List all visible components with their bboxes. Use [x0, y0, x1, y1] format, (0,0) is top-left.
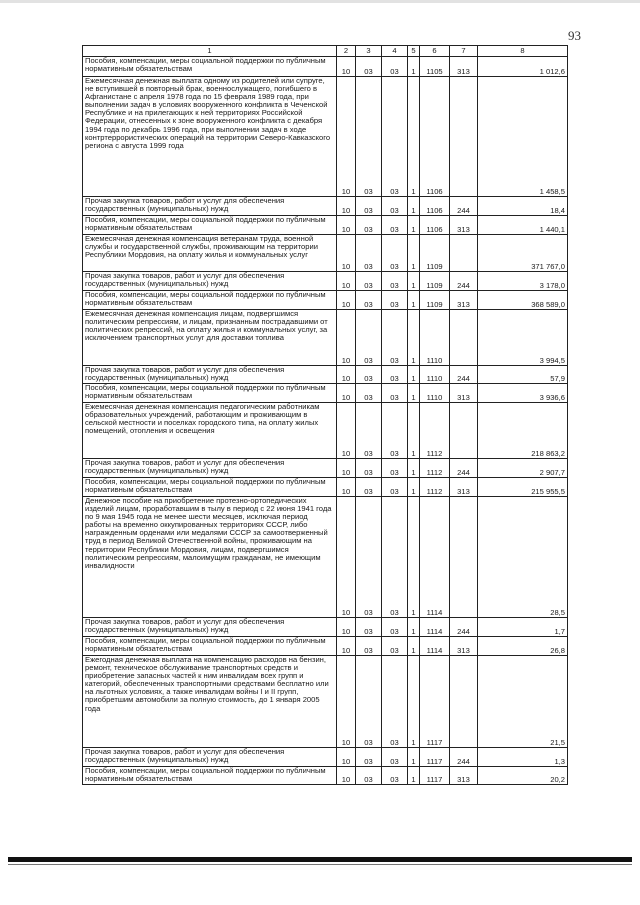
code-program: 03	[382, 497, 408, 618]
code-section: 10	[337, 403, 356, 459]
code-section: 10	[337, 197, 356, 216]
code-program: 03	[382, 57, 408, 77]
code-expense-type	[450, 403, 478, 459]
row-name: Денежное пособие на приобретение протезно-ортопедических изделий лицам, проработавшим в тылу в период с 22 июня 1941 года по 9 мая 1945 года не менее шести месяцев, исключая период работы на временно оккупированных территориях СССР, либо награжденным орденами или медалями СССР за самоотверженный труд в период Великой Отечественной войны, проживающим на территории Республики Мордовия, лицам, подвергшимся политическим репрессиям, малоимущим гражданам, не имеющим инвалидности	[83, 497, 337, 618]
code-program: 03	[382, 216, 408, 235]
row-name: Прочая закупка товаров, работ и услуг для обеспечения государственных (муниципальных) нужд	[83, 197, 337, 216]
code-section: 10	[337, 656, 356, 748]
table-header-row	[83, 46, 568, 57]
code-subsection: 03	[356, 656, 382, 748]
row-name: Прочая закупка товаров, работ и услуг для обеспечения государственных (муниципальных) нужд	[83, 618, 337, 637]
row-name: Ежемесячная денежная выплата одному из родителей или супруге, не вступившей в повторный брак, военнослужащего, погибшего в Афганистане с апреля 1978 года по 15 февраля 1989 года, при выполнении задач в условиях вооруженного конфликта в Чеченской Республике и на прилегающих к ней территориях Российской Федерации, отнесенных к зоне вооруженного конфликта с декабря 1994 года по декабрь 1996 года, при выполнении задач в ходе контртеррористических операций на территории Северо-Кавказского региона с августа 1999 года	[83, 77, 337, 197]
code-subsection: 03	[356, 310, 382, 366]
row-name: Прочая закупка товаров, работ и услуг для обеспечения государственных (муниципальных) нужд	[83, 272, 337, 291]
code-expense-type: 313	[450, 57, 478, 77]
code-subprogram: 1	[408, 459, 420, 478]
code-expense-type: 313	[450, 216, 478, 235]
code-item: 1114	[420, 637, 450, 656]
table-row	[83, 459, 568, 478]
code-program: 03	[382, 618, 408, 637]
code-program: 03	[382, 767, 408, 785]
code-expense-type: 313	[450, 767, 478, 785]
scan-bottom-edge-line	[8, 864, 632, 865]
header-cell: 3	[356, 46, 382, 57]
code-program: 03	[382, 272, 408, 291]
code-section: 10	[337, 748, 356, 767]
code-section: 10	[337, 459, 356, 478]
code-program: 03	[382, 748, 408, 767]
amount: 1 458,5	[478, 77, 568, 197]
amount: 371 767,0	[478, 235, 568, 272]
code-subprogram: 1	[408, 77, 420, 197]
header-cell: 8	[478, 46, 568, 57]
code-subprogram: 1	[408, 235, 420, 272]
code-subprogram: 1	[408, 478, 420, 497]
code-subprogram: 1	[408, 366, 420, 384]
table-row	[83, 478, 568, 497]
code-program: 03	[382, 291, 408, 310]
code-expense-type: 244	[450, 366, 478, 384]
page-number: 93	[568, 28, 581, 43]
amount: 215 955,5	[478, 478, 568, 497]
code-program: 03	[382, 197, 408, 216]
amount: 1 012,6	[478, 57, 568, 77]
code-section: 10	[337, 235, 356, 272]
code-program: 03	[382, 77, 408, 197]
amount: 218 863,2	[478, 403, 568, 459]
code-section: 10	[337, 618, 356, 637]
code-item: 1106	[420, 77, 450, 197]
code-expense-type: 313	[450, 384, 478, 403]
code-item: 1112	[420, 459, 450, 478]
code-expense-type	[450, 497, 478, 618]
code-subsection: 03	[356, 57, 382, 77]
code-subprogram: 1	[408, 310, 420, 366]
amount: 368 589,0	[478, 291, 568, 310]
row-name: Пособия, компенсации, меры социальной поддержки по публичным нормативным обязательствам	[83, 216, 337, 235]
code-subprogram: 1	[408, 216, 420, 235]
code-section: 10	[337, 272, 356, 291]
code-subprogram: 1	[408, 497, 420, 618]
code-expense-type	[450, 656, 478, 748]
table-row	[83, 618, 568, 637]
code-subprogram: 1	[408, 57, 420, 77]
code-expense-type: 313	[450, 637, 478, 656]
scan-top-edge	[0, 0, 640, 3]
table-row	[83, 77, 568, 197]
table-row	[83, 748, 568, 767]
code-subsection: 03	[356, 748, 382, 767]
code-section: 10	[337, 291, 356, 310]
code-subsection: 03	[356, 637, 382, 656]
row-name: Ежемесячная денежная компенсация педагогическим работникам образовательных учреждений, работающим и проживающим в сельской местности и поселках городского типа, на оплату жилых помещений, отопления и освещения	[83, 403, 337, 459]
table-row	[83, 272, 568, 291]
code-subprogram: 1	[408, 197, 420, 216]
code-program: 03	[382, 384, 408, 403]
code-subsection: 03	[356, 77, 382, 197]
code-subsection: 03	[356, 235, 382, 272]
code-subsection: 03	[356, 366, 382, 384]
row-name: Ежемесячная денежная компенсация ветеранам труда, военной службы и государственной службы, проживающим на территории Республики Мордовия, на оплату жилья и коммунальных услуг	[83, 235, 337, 272]
amount: 18,4	[478, 197, 568, 216]
code-expense-type: 244	[450, 748, 478, 767]
row-name: Пособия, компенсации, меры социальной поддержки по публичным нормативным обязательствам	[83, 57, 337, 77]
table-row	[83, 216, 568, 235]
row-name: Пособия, компенсации, меры социальной поддержки по публичным нормативным обязательствам	[83, 767, 337, 785]
code-item: 1114	[420, 618, 450, 637]
code-expense-type: 244	[450, 197, 478, 216]
code-subsection: 03	[356, 403, 382, 459]
table-row	[83, 403, 568, 459]
row-name: Пособия, компенсации, меры социальной поддержки по публичным нормативным обязательствам	[83, 478, 337, 497]
code-subsection: 03	[356, 197, 382, 216]
code-subsection: 03	[356, 384, 382, 403]
code-section: 10	[337, 57, 356, 77]
code-program: 03	[382, 235, 408, 272]
row-name: Прочая закупка товаров, работ и услуг для обеспечения государственных (муниципальных) нужд	[83, 459, 337, 478]
code-subprogram: 1	[408, 637, 420, 656]
code-expense-type: 244	[450, 618, 478, 637]
table-row	[83, 197, 568, 216]
code-subprogram: 1	[408, 748, 420, 767]
amount: 2 907,7	[478, 459, 568, 478]
header-cell: 5	[408, 46, 420, 57]
row-name: Прочая закупка товаров, работ и услуг для обеспечения государственных (муниципальных) нужд	[83, 748, 337, 767]
code-program: 03	[382, 656, 408, 748]
code-program: 03	[382, 366, 408, 384]
code-item: 1117	[420, 767, 450, 785]
code-subprogram: 1	[408, 656, 420, 748]
row-name: Прочая закупка товаров, работ и услуг для обеспечения государственных (муниципальных) нужд	[83, 366, 337, 384]
table-row	[83, 656, 568, 748]
code-item: 1117	[420, 748, 450, 767]
code-program: 03	[382, 403, 408, 459]
code-expense-type: 313	[450, 478, 478, 497]
code-section: 10	[337, 384, 356, 403]
code-subsection: 03	[356, 291, 382, 310]
code-subsection: 03	[356, 459, 382, 478]
header-cell: 6	[420, 46, 450, 57]
code-section: 10	[337, 497, 356, 618]
code-item: 1109	[420, 235, 450, 272]
code-item: 1112	[420, 403, 450, 459]
row-name: Ежегодная денежная выплата на компенсацию расходов на бензин, ремонт, техническое обслуживание транспортных средств и приобретение запасных частей к ним инвалидам всех групп и категорий, обеспеченных транспортными средствами бесплатно или на льготных условиях, а также инвалидам войны I и II групп, приобретшим автомобили за полную стоимость, до 1 января 2005 года	[83, 656, 337, 748]
code-subprogram: 1	[408, 384, 420, 403]
code-section: 10	[337, 366, 356, 384]
scan-bottom-edge	[8, 857, 632, 862]
code-expense-type: 313	[450, 291, 478, 310]
header-cell: 1	[83, 46, 337, 57]
code-subprogram: 1	[408, 403, 420, 459]
code-subprogram: 1	[408, 767, 420, 785]
code-item: 1110	[420, 384, 450, 403]
row-name: Пособия, компенсации, меры социальной поддержки по публичным нормативным обязательствам	[83, 291, 337, 310]
amount: 3 994,5	[478, 310, 568, 366]
code-section: 10	[337, 77, 356, 197]
code-section: 10	[337, 767, 356, 785]
code-item: 1114	[420, 497, 450, 618]
header-cell: 7	[450, 46, 478, 57]
code-item: 1112	[420, 478, 450, 497]
table-row	[83, 235, 568, 272]
code-item: 1109	[420, 272, 450, 291]
code-subsection: 03	[356, 272, 382, 291]
code-program: 03	[382, 310, 408, 366]
amount: 3 178,0	[478, 272, 568, 291]
header-cell: 4	[382, 46, 408, 57]
row-name: Ежемесячная денежная компенсация лицам, подвергшимся политическим репрессиям, и лицам, признанным пострадавшими от политических репрессий, на оплату жилья и коммунальных услуг, за исключением транспортных услуг для доставки топлива	[83, 310, 337, 366]
code-program: 03	[382, 478, 408, 497]
code-expense-type	[450, 77, 478, 197]
row-name: Пособия, компенсации, меры социальной поддержки по публичным нормативным обязательствам	[83, 637, 337, 656]
code-section: 10	[337, 310, 356, 366]
code-expense-type	[450, 235, 478, 272]
code-program: 03	[382, 459, 408, 478]
code-item: 1106	[420, 197, 450, 216]
code-expense-type: 244	[450, 459, 478, 478]
code-subsection: 03	[356, 478, 382, 497]
table-row	[83, 291, 568, 310]
table-row	[83, 767, 568, 785]
code-item: 1105	[420, 57, 450, 77]
header-cell: 2	[337, 46, 356, 57]
amount: 21,5	[478, 656, 568, 748]
code-item: 1110	[420, 310, 450, 366]
code-section: 10	[337, 216, 356, 235]
amount: 1 440,1	[478, 216, 568, 235]
code-item: 1109	[420, 291, 450, 310]
code-subsection: 03	[356, 618, 382, 637]
amount: 26,8	[478, 637, 568, 656]
code-subsection: 03	[356, 497, 382, 618]
code-program: 03	[382, 637, 408, 656]
budget-table	[82, 45, 568, 785]
table-row	[83, 497, 568, 618]
code-expense-type: 244	[450, 272, 478, 291]
amount: 57,9	[478, 366, 568, 384]
amount: 28,5	[478, 497, 568, 618]
code-subsection: 03	[356, 216, 382, 235]
amount: 1,3	[478, 748, 568, 767]
code-expense-type	[450, 310, 478, 366]
row-name: Пособия, компенсации, меры социальной поддержки по публичным нормативным обязательствам	[83, 384, 337, 403]
table-row	[83, 637, 568, 656]
code-subprogram: 1	[408, 291, 420, 310]
table-row	[83, 366, 568, 384]
table-row	[83, 310, 568, 366]
code-subsection: 03	[356, 767, 382, 785]
code-item: 1106	[420, 216, 450, 235]
table-row	[83, 57, 568, 77]
code-subprogram: 1	[408, 618, 420, 637]
amount: 20,2	[478, 767, 568, 785]
code-section: 10	[337, 637, 356, 656]
amount: 1,7	[478, 618, 568, 637]
table-row	[83, 384, 568, 403]
code-section: 10	[337, 478, 356, 497]
code-item: 1110	[420, 366, 450, 384]
amount: 3 936,6	[478, 384, 568, 403]
code-subprogram: 1	[408, 272, 420, 291]
code-item: 1117	[420, 656, 450, 748]
